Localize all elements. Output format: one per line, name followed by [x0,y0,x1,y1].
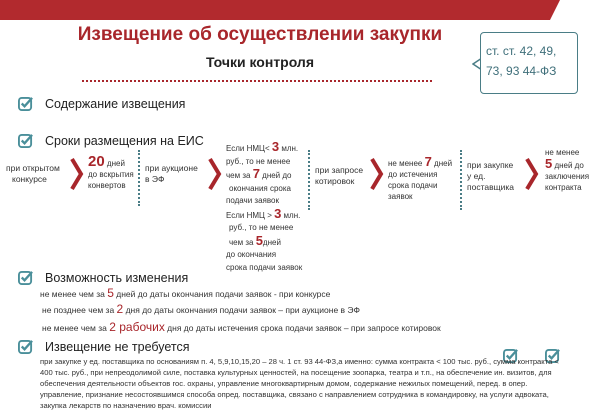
change-line [40,286,330,300]
section-not-required [18,339,190,354]
flow-contest-label [6,163,60,185]
page-title: Извещение об осуществлении закупки [77,24,443,45]
text: не менее чем за [42,323,110,333]
flow-quote-term [388,156,452,202]
section-terms [18,133,204,148]
text: дней до даты окончания подачи заявок - при конкурсе [113,289,331,299]
number: 5 [107,286,114,300]
checkbox-checked-icon [18,133,33,148]
text: окончания срока [229,183,291,193]
text: дня до даты истечения срока подачи заявок – при запросе котировок [164,323,441,333]
checkbox-checked-icon [18,339,33,354]
page-subtitle: Точки контроля [205,54,314,70]
number: 3 [271,139,280,154]
text: дня до даты окончания подачи заявок – при аукционе в ЭФ [123,305,360,315]
text: руб., то не менее [226,156,291,166]
dotted-divider [82,80,432,82]
text: дней до [259,171,292,180]
section-content [18,96,185,111]
text: при аукционе [145,163,198,173]
text: дней [104,159,125,168]
text: при открытом [6,163,60,173]
checkbox-checked-icon [18,96,33,111]
change-line [42,320,441,334]
law-reference-callout [480,32,578,94]
callout-line: 73, 93 44-ФЗ [486,64,557,78]
chevron-right-icon [370,157,384,191]
flow-auction-label [145,163,198,185]
text: не менее чем за [40,289,108,299]
change-line [42,302,360,316]
number: 5 [545,156,553,171]
text: не менее [388,159,425,168]
text: в ЭФ [145,174,165,184]
chevron-right-icon [208,157,222,191]
text: у ед. [467,171,486,181]
text: до вскрытия [88,170,134,179]
callout-line: ст. ст. 42, 49, [486,44,557,58]
text: дней [262,237,281,247]
text: подачи заявок [226,196,279,205]
number: 5 [255,232,263,248]
text: дней до [552,161,584,170]
section-label: Содержание извещения [45,96,186,111]
flow-auction-term [226,141,302,274]
text: при запросе [315,165,364,175]
number: 7 [424,154,432,169]
header-band [0,0,600,20]
flow-single-label [467,160,514,193]
section-label: Возможность изменения [45,270,189,285]
text: чем за [226,171,253,180]
flow-quote-label [315,165,363,187]
text: чем за [229,237,256,247]
chevron-right-icon [70,157,84,191]
text: котировок [315,176,355,186]
number: 2 рабочих [109,320,165,334]
text: заключения [545,172,590,181]
not-required-text: при закупке у ед. поставщика по основаниям п. 4, 5,9,10,15,20 – 28 ч. 1 ст. 93 44-ФЗ,а именно: сумма контракта < 100 тыс. руб., сумма контракта < 400 тыс. руб., при непреодолимой силе, поставка культурных ценностей, на посещение зоопарка, театра и т.п., на обеспечение ин. визитов, для обеспечения деятельности объектов гос. охраны, управление многоквартирным домом, содержание нежилых помещений, перед. в опер. управление, признание несостоявшимся способа опред. поставщика, связано с направлением сотрудника в командировку, на услуги адвоката, закупка лекарств по назначению врач. комиссии [40,357,559,410]
dotted-separator [308,150,310,210]
number: 2 [116,302,124,316]
text: Если НМЦ< [226,144,272,153]
number: 7 [252,166,260,181]
text: поставщика [467,182,514,192]
section-label: Сроки размещения на ЕИС [45,133,204,148]
text: Если НМЦ > [226,210,275,220]
text: не менее [545,148,580,157]
text: до истечения [388,170,438,179]
text: при закупке [467,160,514,170]
flow-single-term [545,147,589,193]
number: 20 [88,153,105,170]
checkbox-checked-icon [18,270,33,285]
text: до окончания [226,250,277,259]
text: дней [431,159,453,168]
text: заявок [388,192,413,201]
chevron-right-icon [525,157,539,191]
text: не позднее чем за [42,305,117,315]
section-label: Извещение не требуется [45,339,190,354]
dotted-separator [138,150,140,206]
text: контракта [545,183,582,192]
dotted-separator [460,150,462,210]
text: млн. [279,144,299,153]
number: 3 [274,205,282,221]
text: конкурсе [12,174,47,184]
text: конвертов [88,181,126,190]
section-change [18,270,188,285]
text: срока подачи заявок [226,262,303,272]
text: срока подачи [388,181,438,190]
text: руб., то не менее [229,223,294,232]
flow-contest-term [88,153,134,191]
text: млн. [281,210,301,220]
